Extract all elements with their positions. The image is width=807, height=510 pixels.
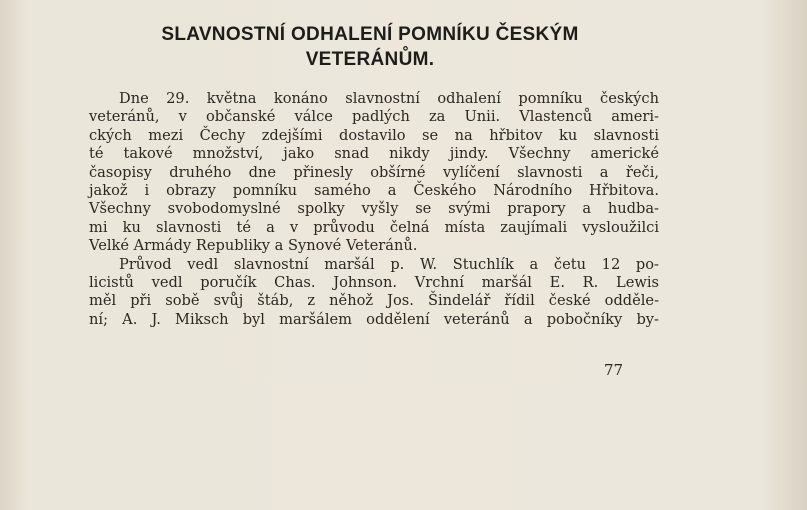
page-number: 77 <box>604 361 624 379</box>
text-line: měl při sobě svůj štáb, z něhož Jos. Šindelář řídil české odděle- <box>89 292 659 310</box>
text-line: mi ku slavnosti té a v průvodu čelná místa zaujímali vysloužilci <box>89 218 659 236</box>
text-line: časopisy druhého dne přinesly obšírné vylíčení slavnosti a řeči, <box>89 163 659 181</box>
title-line: VETERÁNŮM. <box>305 49 435 70</box>
paragraph-2 <box>89 256 659 330</box>
page-title <box>90 22 650 72</box>
text-line: licistů vedl poručík Chas. Johnson. Vrchní maršál E. R. Lewis <box>89 274 659 292</box>
text-line: Velké Armády Republiky a Synové Veteránů. <box>89 237 418 255</box>
title-line: SLAVNOSTNÍ ODHALENÍ POMNÍKU ČESKÝM <box>161 24 579 45</box>
article-body <box>89 90 659 329</box>
text-line: ckých mezi Čechy zdejšími dostavilo se na hřbitov ku slavnosti <box>89 126 659 144</box>
text-line: Dne 29. května konáno slavnostní odhalení pomníku českých <box>119 90 659 107</box>
text-line: veteránů, v občanské válce padlých za Unii. Vlastenců ameri- <box>89 108 659 126</box>
text-line: jakož i obrazy pomníku samého a Českého Národního Hřbitova. <box>89 182 659 200</box>
text-line: té takové množství, jako snad nikdy jindy. Všechny americké <box>89 145 659 163</box>
paragraph-1 <box>89 90 659 256</box>
text-line: ní; A. J. Miksch byl maršálem oddělení veteránů a pobočníky by- <box>89 310 659 328</box>
text-line: Všechny svobodomyslné spolky vyšly se svými prapory a hudba- <box>89 200 659 218</box>
text-line: Průvod vedl slavnostní maršál p. W. Stuchlík a četu 12 po- <box>119 255 659 273</box>
